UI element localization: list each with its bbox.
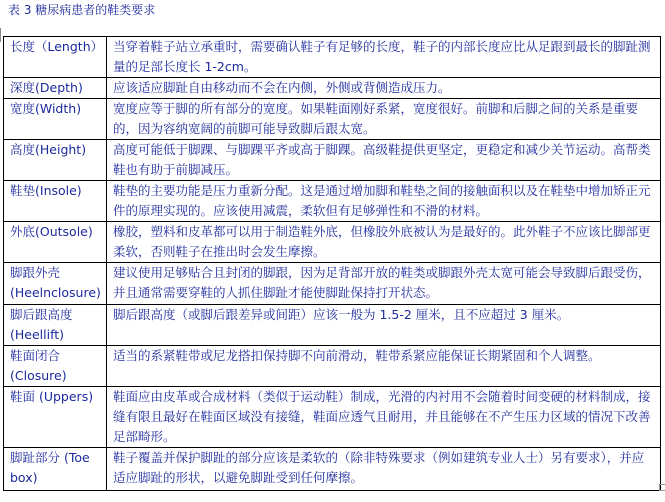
table-row [4, 78, 661, 99]
description-cell: 宽度应等于脚的所有部分的宽度。如果鞋面刚好系紧，宽度很好。前脚和后脚之间的关系是重要的，因为容纳宽阔的前脚可能导致脚后跟太宽。 [107, 99, 661, 140]
table-row [4, 346, 661, 387]
table-row [4, 181, 661, 222]
description-cell: 鞋垫的主要功能是压力重新分配。这是通过增加脚和鞋垫之间的接触面积以及在鞋垫中增加矫正元件的原理实现的。应该使用减震，柔软但有足够弹性和不滑的材料。 [107, 181, 661, 222]
description-cell: 脚后跟高度（或脚后跟差异或间距）应该一般为 1.5-2 厘米，且不应超过 3 厘米。 [107, 305, 661, 346]
description-cell: 建议使用足够贴合且封闭的脚跟，因为足背部开放的鞋类或脚跟外壳太宽可能会导致脚后跟受伤，并且通常需要穿鞋的人抓住脚趾才能使脚趾保持打开状态。 [107, 263, 661, 305]
term-cell: 脚后跟高度 (Heellift) [4, 305, 107, 346]
table-row [4, 448, 661, 491]
term-cell: 宽度(Width) [4, 99, 107, 140]
term-cell: 高度(Height) [4, 140, 107, 181]
table-end-marker [659, 484, 665, 491]
description-cell: 应该适应脚趾自由移动而不会在内侧，外侧或背侧造成压力。 [107, 78, 661, 99]
term-cell: 脚跟外壳 (Heelnclosure) [4, 263, 107, 305]
term-cell: 鞋面 (Uppers) [4, 387, 107, 448]
term-cell: 鞋面闭合 (Closure) [4, 346, 107, 387]
table-row [4, 37, 661, 78]
description-cell: 鞋子覆盖并保护脚趾的部分应该是柔软的（除非特殊要求（例如建筑专业人士）另有要求），并应适应脚趾的形状，以避免脚趾受到任何摩擦。 [107, 448, 661, 491]
text-cursor-mark [0, 28, 1, 42]
term-cell: 脚趾部分 (Toe box) [4, 448, 107, 491]
table-caption: 表 3 糖尿病患者的鞋类要求 [8, 3, 156, 17]
description-cell: 适当的系紧鞋带或尼龙搭扣保持脚不向前滑动，鞋带系紧应能保证长期紧固和个人调整。 [107, 346, 661, 387]
table-row [4, 140, 661, 181]
footwear-requirements-table [3, 36, 661, 491]
table-row [4, 305, 661, 346]
table-row [4, 222, 661, 263]
term-cell: 长度（Length） [4, 37, 107, 78]
term-cell: 深度(Depth) [4, 78, 107, 99]
table-row [4, 99, 661, 140]
description-cell: 高度可能低于脚踝、与脚踝平齐或高于脚踝。高级鞋提供更坚定，更稳定和减少关节运动。高帮类鞋也有助于前脚减压。 [107, 140, 661, 181]
description-cell: 橡胶，塑料和皮革都可以用于制造鞋外底，但橡胶外底被认为是最好的。此外鞋子不应该比脚部更柔软，否则鞋子在推出时会发生摩擦。 [107, 222, 661, 263]
description-cell: 当穿着鞋子站立承重时，需要确认鞋子有足够的长度，鞋子的内部长度应比从足跟到最长的脚趾测量的足部长度长 1-2cm。 [107, 37, 661, 78]
table-row [4, 387, 661, 448]
term-cell: 鞋垫(Insole) [4, 181, 107, 222]
term-cell: 外底(Outsole) [4, 222, 107, 263]
description-cell: 鞋面应由皮革或合成材料（类似于运动鞋）制成，光滑的内衬用不会随着时间变硬的材料制成，接缝有限且最好在鞋面区域没有接缝，鞋面应透气且耐用，并且能够在不产生压力区域的情况下改善足部畸形。 [107, 387, 661, 448]
table-row [4, 263, 661, 305]
